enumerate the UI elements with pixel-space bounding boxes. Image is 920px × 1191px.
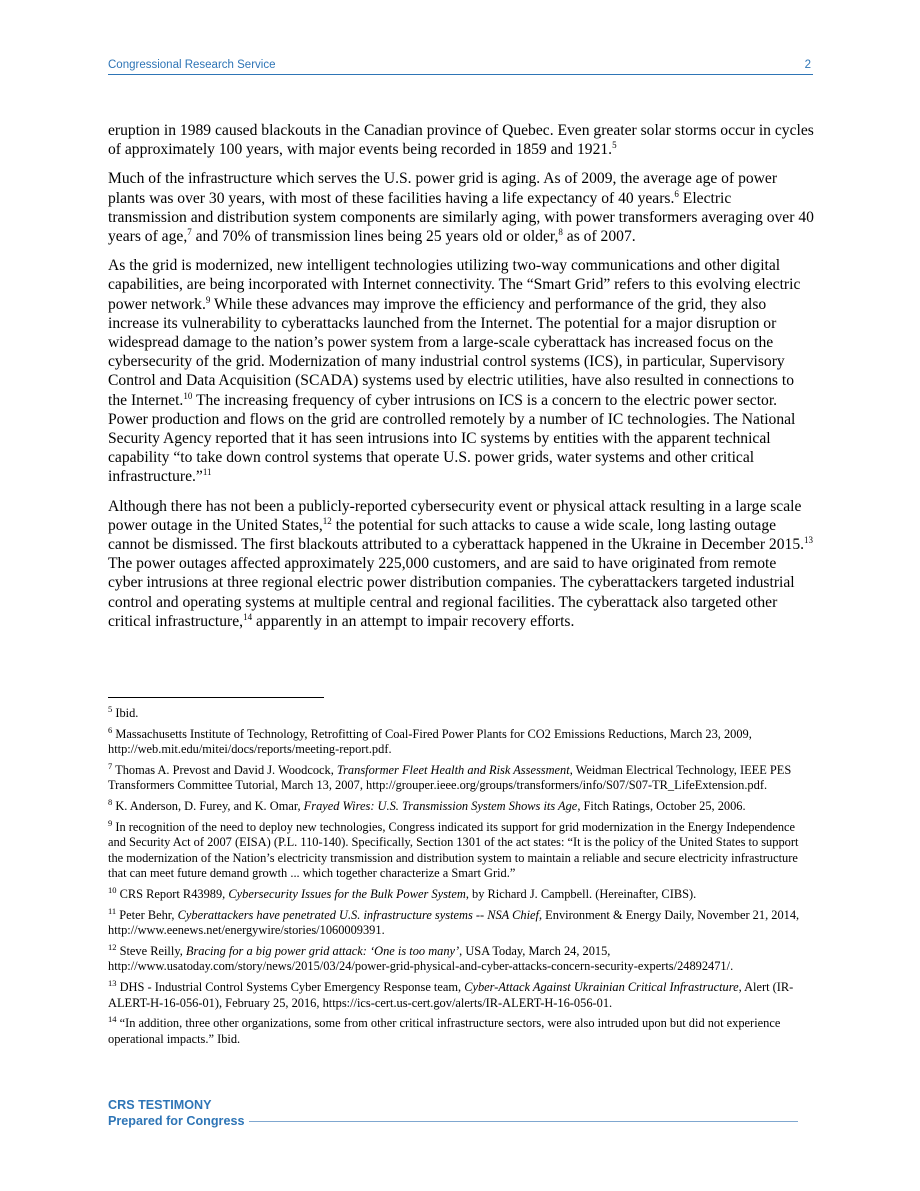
footnote-ref-6[interactable]: 6 (674, 188, 679, 199)
footnote-10 (108, 884, 814, 903)
footnote-text: , Weidman Electrical Technology, IEEE PES Transformers Committee Tutorial, March 13, 2007, http://grouper.ieee.org/groups/transformers/info/S07/S07-TR_LifeExtension.pdf. (108, 762, 792, 793)
body-text (108, 121, 814, 641)
footnote-number: 13 (108, 977, 117, 988)
paragraph-aging-infrastructure (108, 169, 814, 246)
paragraph-text: apparently in an attempt to impair recovery efforts. (252, 612, 575, 630)
footer-subtitle: Prepared for Congress (108, 1114, 245, 1128)
footnote-text: Peter Behr, (116, 907, 178, 922)
footnote-ref-13[interactable]: 13 (804, 534, 814, 545)
page-header (108, 58, 813, 75)
footnote-ref-10[interactable]: 10 (183, 390, 193, 401)
paragraph-text: As the grid is modernized, new intelligent technologies utilizing two-way communications and other digital capabilities, are being incorporated with Internet connectivity. The “Smart Grid” refers to this evolving electric power network. (108, 257, 801, 313)
paragraph-cyberattack-ukraine (108, 497, 814, 631)
paragraph-text: Much of the infrastructure which serves the U.S. power grid is aging. As of 2009, the average age of power plants was over 30 years, with most of these facilities having a life expectancy of 40 years. (108, 170, 778, 207)
footnote-title: Cybersecurity Issues for the Bulk Power System (228, 886, 466, 901)
header-publisher: Congressional Research Service (108, 59, 276, 71)
footnote-text: , Fitch Ratings, October 25, 2006. (577, 798, 746, 813)
footnote-text: K. Anderson, D. Furey, and K. Omar, (112, 798, 304, 813)
footnote-ref-8[interactable]: 8 (558, 226, 563, 237)
paragraph-text: Although there has not been a publicly-reported cybersecurity event or physical attack resulting in a large scale power outage in the United States, (108, 497, 802, 534)
footnote-number: 6 (108, 724, 113, 735)
footnote-number: 14 (108, 1013, 117, 1024)
footnote-ref-7[interactable]: 7 (187, 226, 192, 237)
footnote-number: 7 (108, 760, 113, 771)
footnote-ref-5[interactable]: 5 (612, 140, 617, 151)
page-number: 2 (804, 59, 811, 71)
paragraph-text: The power outages affected approximately 225,000 customers, and are said to have originated from remote cyber intrusions at three regional electric power distribution companies. The cyberattackers targeted industrial control and operating systems at multiple central and regional facilities. The cyberattack also targeted other critical infrastructure, (108, 555, 795, 630)
footnote-text: DHS - Industrial Control Systems Cyber Emergency Response team, (116, 979, 465, 994)
footnote-number: 10 (108, 884, 117, 895)
footer-title: CRS TESTIMONY (108, 1098, 212, 1112)
footnote-text: “In addition, three other organizations, some from other critical infrastructure sectors, were also intruded upon but did not experience operational impacts.” Ibid. (108, 1016, 781, 1046)
footnote-text: , by Richard J. Campbell. (Hereinafter, CIBS). (465, 886, 697, 901)
footnotes (108, 703, 814, 1052)
paragraph-solar-storms (108, 121, 814, 159)
footnote-text: Thomas A. Prevost and David J. Woodcock, (112, 762, 337, 777)
footnote-text: , Environment & Energy Daily, November 21, 2014, http://www.eenews.net/energywire/stories/1060009391. (108, 907, 800, 938)
footnote-ref-12[interactable]: 12 (322, 515, 332, 526)
footnote-text: CRS Report R43989, (116, 886, 229, 901)
paragraph-text: as of 2007. (562, 228, 636, 246)
paragraph-text: The increasing frequency of cyber intrusions on ICS is a concern to the electric power sector. Power production and flows on the grid are controlled remotely by a number of IC technologies. The National Security Agency reported that it has seen intrusions into IC systems by entities with the apparent technical capability “to take down control systems that operate U.S. power grids, water systems and other critical infrastructure.” (108, 391, 796, 486)
footer-rule (249, 1121, 798, 1122)
footnote-number: 5 (108, 703, 113, 714)
paragraph-smart-grid (108, 256, 814, 486)
footnote-title: Cyberattackers have penetrated U.S. infrastructure systems -- NSA Chief (177, 907, 539, 922)
footnote-text: Ibid. (112, 706, 139, 720)
page-footer (108, 1097, 798, 1129)
footnote-text: , Alert (IR-ALERT-H-16-056-01), February 25, 2016, https://ics-cert.us-cert.gov/alerts/IR-ALERT-H-16-056-01. (108, 979, 794, 1010)
paragraph-text: the potential for such attacks to cause a wide scale, long lasting outage cannot be dismissed. The first blackouts attributed to a cyberattack happened in the Ukraine in December 2015. (108, 516, 805, 554)
footnote-number: 9 (108, 817, 113, 828)
footnote-13 (108, 977, 814, 1011)
footnote-text: , USA Today, March 24, 2015, http://www.usatoday.com/story/news/2015/03/24/power-grid-physical-and-cyber-attacks-concern-security-experts/24892471/. (108, 943, 734, 974)
footnote-number: 11 (108, 905, 117, 916)
footnote-text: In recognition of the need to deploy new technologies, Congress indicated its support for grid modernization in the Energy Independence and Security Act of 2007 (EISA) (P.L. 110-140). Specifically, Section 1301 of the act states: “It is the policy of the United States to support the modernization of the Nation’s electricity transmission and distribution system to maintain a reliable and secure electricity infrastructure that can meet future demand growth ... which together characterize a Smart Grid.” (108, 819, 799, 881)
footnote-number: 8 (108, 796, 113, 807)
footnote-9 (108, 817, 814, 882)
footnote-5 (108, 703, 814, 722)
footnote-separator (108, 697, 324, 698)
footnote-6 (108, 724, 814, 758)
footnote-ref-9[interactable]: 9 (205, 294, 211, 305)
footnote-title: Transformer Fleet Health and Risk Assessment (336, 762, 570, 777)
footnote-14 (108, 1013, 814, 1047)
footnote-title: Cyber-Attack Against Ukrainian Critical Infrastructure (464, 979, 739, 994)
paragraph-text: eruption in 1989 caused blackouts in the Canadian province of Quebec. Even greater solar storms occur in cycles of approximately 100 years, with major events being recorded in 1859 and 1921. (108, 122, 814, 159)
footnote-number: 12 (108, 941, 117, 952)
footnote-title: Frayed Wires: U.S. Transmission System Shows its Age (303, 798, 578, 813)
footnote-text: Massachusetts Institute of Technology, Retrofitting of Coal-Fired Power Plants for CO2 Emissions Reductions, March 23, 2009, http://web.mit.edu/mitei/docs/reports/meeting-report.pdf. (108, 726, 752, 757)
footer-subtitle-row (108, 1113, 798, 1129)
footnote-12 (108, 941, 814, 975)
paragraph-text: and 70% of transmission lines being 25 years old or older, (191, 228, 559, 246)
footnote-8 (108, 796, 814, 815)
footnote-ref-14[interactable]: 14 (243, 611, 253, 622)
footnote-title: Bracing for a big power grid attack: ‘One is too many’ (185, 943, 460, 958)
footnote-ref-11[interactable]: 11 (202, 467, 212, 478)
footnote-text: Steve Reilly, (116, 943, 186, 958)
footnote-11 (108, 905, 814, 939)
footnote-7 (108, 760, 814, 794)
paragraph-text: Electric transmission and distribution system components are similarly aging, with power transformers averaging over 40 years of age, (108, 189, 814, 246)
paragraph-text: While these advances may improve the efficiency and performance of the grid, they also increase its vulnerability to cyberattacks launched from the Internet. The potential for a major disruption or widespread damage to the nation’s power system from a large-scale cyberattack has increased focus on the cybersecurity of the grid. Modernization of many industrial control systems (ICS), in particular, Supervisory Control and Data Acquisition (SCADA) systems used by electric utilities, have also resulted in connections to the Internet. (108, 295, 795, 409)
